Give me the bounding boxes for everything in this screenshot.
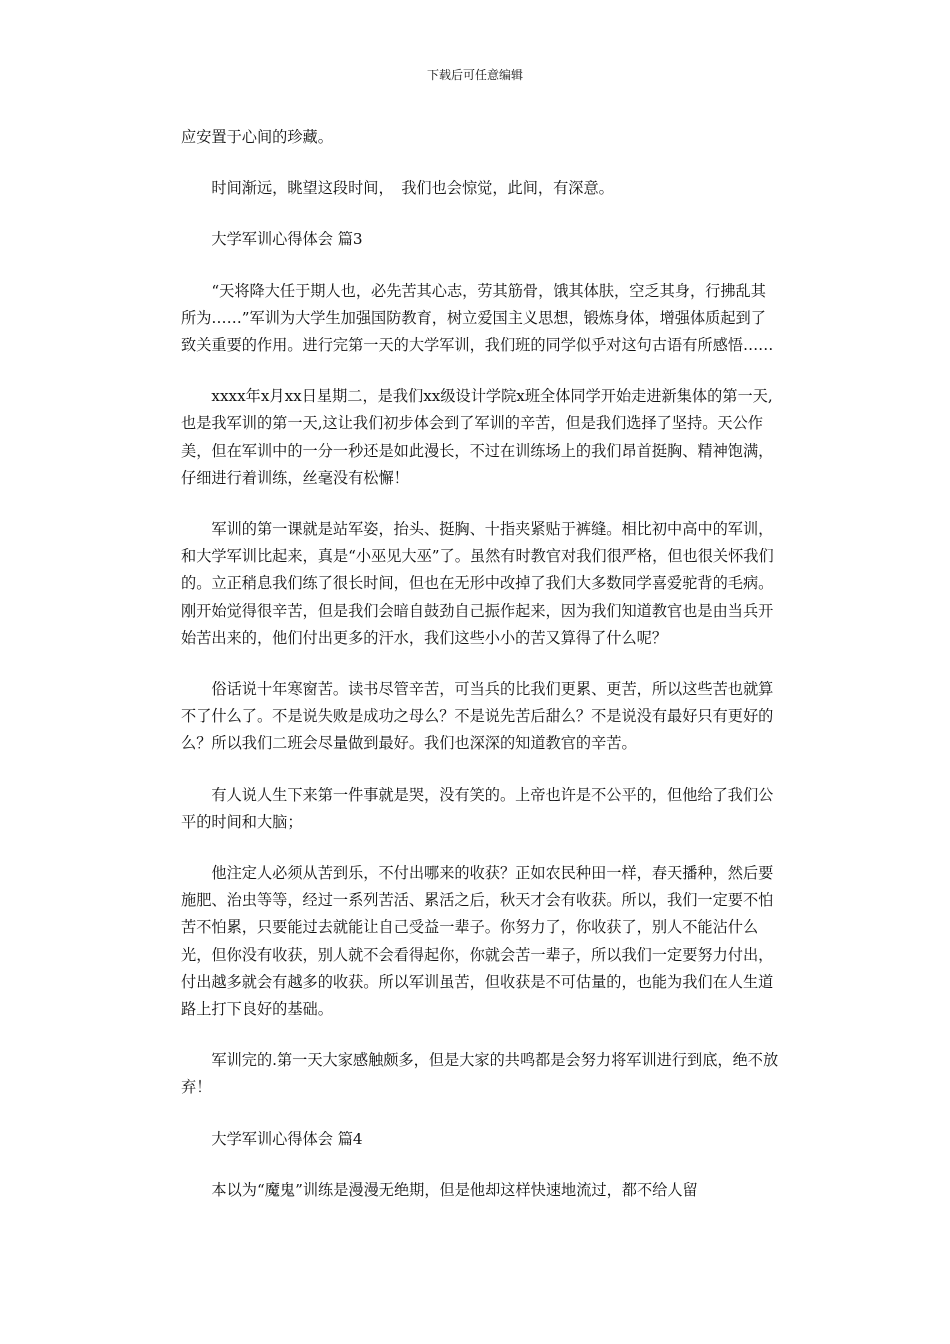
section-heading: 大学军训心得体会 篇4 bbox=[211, 1129, 363, 1148]
paragraph: 他注定人必须从苦到乐，不付出哪来的收获？正如农民种田一样，春天播种，然后要施肥、治虫等等，经过一系列苦活、累活之后，秋天才会有收获。所以，我们一定要不怕苦不怕累，只要能过去就能让自己受益一辈子。你努力了，你收获了，别人不能沾什么光，但你没有收获，别人就不会看得起你，你就会苦一辈子，所以我们一定要努力付出，付出越多就会有越多的收获。所以军训虽苦，但收获是不可估量的，也能为我们在人生道路上打下良好的基础。 bbox=[181, 864, 774, 1019]
document-body bbox=[181, 124, 779, 1228]
paragraph: xxxx年x月xx日星期二，是我们xx级设计学院x班全体同学开始走进新集体的第一天,也是我军训的第一天,这让我们初步体会到了军训的辛苦，但是我们选择了坚持。天公作美，但在军训中的一分一秒还是如此漫长，不过在训练场上的我们昂首挺胸、精神饱满，仔细进行着训练，丝毫没有松懈！ bbox=[181, 387, 774, 487]
paragraph: 时间渐远，眺望这段时间， 我们也会惊觉，此间，有深意。 bbox=[211, 179, 614, 198]
page-header: 下载后可任意编辑 bbox=[426, 68, 523, 82]
paragraph: 有人说人生下来第一件事就是哭，没有笑的。上帝也许是不公平的，但他给了我们公平的时间和大脑； bbox=[181, 785, 774, 831]
paragraph: 军训的第一课就是站军姿，抬头、挺胸、十指夹紧贴于裤缝。相比初中高中的军训，和大学军训比起来，真是“小巫见大巫”了。虽然有时教官对我们很严格，但也很关怀我们的。立正稍息我们练了很长时间，但也在无形中改掉了我们大多数同学喜爱驼背的毛病。刚开始觉得很辛苦，但是我们会暗自鼓劲自己振作起来，因为我们知道教官也是由当兵开始苦出来的，他们付出更多的汗水，我们这些小小的苦又算得了什么呢？ bbox=[181, 520, 774, 647]
paragraph: “天将降大任于期人也，必先苦其心志，劳其筋骨，饿其体肤，空乏其身，行拂乱其所为……”军训为大学生加强国防教育，树立爱国主义思想，锻炼身体，增强体质起到了致关重要的作用。进行完第一天的大学军训，我们班的同学似乎对这句古语有所感悟…… bbox=[181, 281, 774, 355]
paragraph: 应安置于心间的珍藏。 bbox=[181, 128, 333, 146]
paragraph: 俗话说十年寒窗苦。读书尽管辛苦，可当兵的比我们更累、更苦，所以这些苦也就算不了什么了。不是说失败是成功之母么？不是说先苦后甜么？不是说没有最好只有更好的么？所以我们二班会尽量做到最好。我们也深深的知道教官的辛苦。 bbox=[181, 680, 774, 753]
section-heading: 大学军训心得体会 篇3 bbox=[211, 230, 363, 249]
paragraph: 军训完的.第一天大家感触颇多，但是大家的共鸣都是会努力将军训进行到底，绝不放弃！ bbox=[181, 1051, 779, 1097]
paragraph: 本以为“魔鬼”训练是漫漫无绝期，但是他却这样快速地流过，都不给人留 bbox=[211, 1180, 698, 1199]
